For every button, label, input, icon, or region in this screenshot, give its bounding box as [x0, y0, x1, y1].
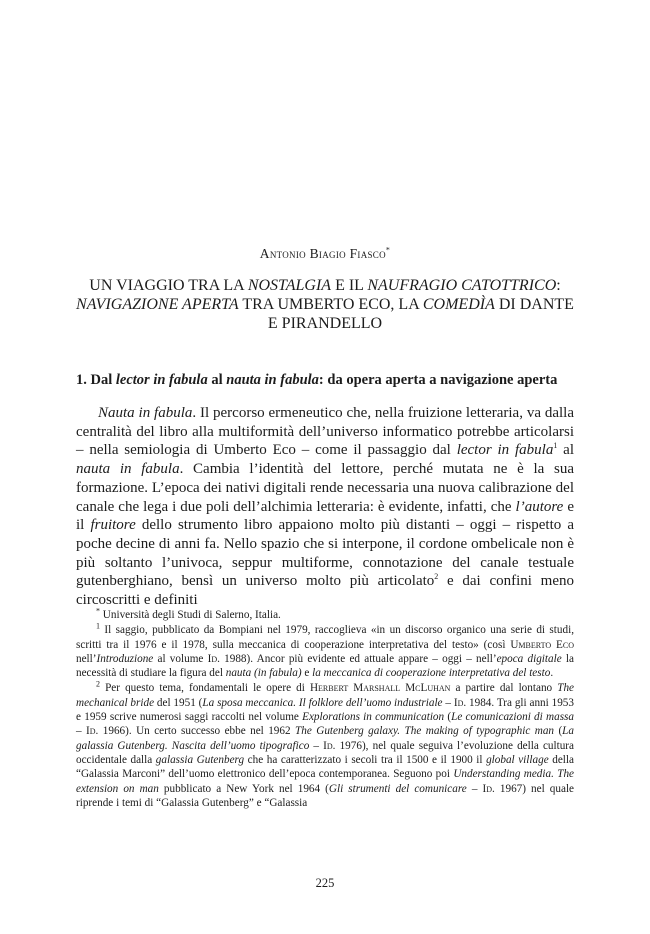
footnote-italic: The mechanical bride [76, 682, 574, 709]
footnote-text: della “Galassia Marconi” dell’uomo elettronico dell’epoca contemporanea. Seguono poi [76, 753, 574, 781]
section-heading [76, 372, 576, 389]
footnote-italic: galassia Gutenberg [155, 753, 245, 766]
footnote-marker: 1 [96, 621, 100, 631]
footnote-text: . 1967) nel quale riprende i temi di “Galassia Gutenberg” e “Galassia [76, 782, 575, 809]
footnote-text: – [309, 739, 324, 752]
author-name: Antonio Biagio Fiasco [259, 246, 386, 261]
footnote-1 [76, 623, 574, 680]
footnote-marker: 2 [96, 679, 100, 689]
body-italic: fruitore [90, 517, 136, 534]
footnote-text: . 1988). Ancor più evidente ed attuale appare – oggi – nell’ [217, 652, 497, 665]
footnotes [76, 608, 574, 811]
footnote-italic: epoca digitale [496, 652, 562, 665]
footnote-text: – [76, 725, 87, 738]
footnote-text: del 1951 ( [154, 696, 203, 709]
footnote-text: Il saggio, pubblicato da Bompiani nel 1979, raccoglieva «in un discorso organico una serie di studi, scritti tra il 1976 e il 1978, sulla meccanica di cooperazione interpretativa del testo» (così [76, 624, 574, 651]
footnote-smallcaps: Umberto Eco [510, 638, 574, 651]
title-text: E IL [331, 277, 368, 294]
footnote-italic: Gli strumenti del comunicare [328, 782, 467, 795]
footnote-text: e [301, 667, 313, 680]
footnote-italic: Explorations in communication [302, 711, 445, 724]
footnote-text: . [550, 667, 554, 680]
footnote-smallcaps: Herbert Marshall McLuhan [309, 682, 451, 695]
footnote-text: . 1966). Un certo successo ebbe nel 1962 [95, 725, 296, 738]
title-italic: NAVIGAZIONE APERTA [76, 296, 239, 313]
footnote-marker: * [96, 606, 100, 616]
author-footnote-marker: * [385, 245, 391, 255]
footnote-smallcaps: Id [482, 782, 493, 795]
footnote-italic: nauta (in fabula) [225, 667, 302, 680]
body-text: e dai confini meno circoscritti e definiti [76, 573, 574, 609]
footnote-smallcaps: Id [207, 652, 218, 665]
body-italic: nauta in fabula [76, 461, 180, 478]
title-text: : [556, 277, 561, 294]
footnote-text: che ha caratterizzato i secoli tra il 1500 e il 1900 il [244, 753, 487, 766]
article-title [76, 276, 574, 333]
title-italic: NAUFRAGIO CATOTTRICO [367, 277, 557, 294]
footnote-italic: La sposa meccanica. Il folklore dell’uomo industriale [202, 696, 443, 709]
heading-italic: nauta in fabula [226, 372, 319, 388]
heading-text: 1. Dal [76, 372, 116, 388]
footnote-ref[interactable]: 1 [553, 441, 558, 451]
footnote-text: Per questo tema, fondamentali le opere di [100, 682, 310, 695]
footnote-text: Università degli Studi di Salerno, Italia. [100, 609, 281, 621]
footnote-smallcaps: Id [323, 739, 333, 752]
footnote-ref[interactable]: 2 [434, 572, 439, 582]
title-italic: COMEDÌA [422, 296, 495, 313]
heading-italic: lector in fabula [115, 372, 208, 388]
footnote-text: – [442, 696, 454, 709]
body-paragraph [76, 404, 574, 610]
footnote-italic: Le comunicazioni di massa [451, 711, 574, 724]
title-italic: NOSTALGIA [247, 277, 332, 294]
footnote-text: a partire dal lontano [450, 682, 558, 695]
footnote-italic: global village [486, 753, 549, 766]
author-line [0, 246, 650, 262]
footnote-smallcaps: Id [453, 696, 464, 709]
footnote-text: pubblicato a New York nel 1964 ( [158, 782, 329, 795]
title-text: DI DANTE E PIRANDELLO [267, 296, 574, 332]
body-text: dello strumento libro appaiono molto più distanti – oggi – rispetto a poche decine di anni fa. Nello spazio che si interpone, il cordone ombelicale non è più soltanto l’univoca, seppur multiforme, connotazione del canale testuale gutenberghiano, bensì un universo molto più articolato [76, 517, 574, 590]
body-text: . Il percorso ermeneutico che, nella fruizione letteraria, va dalla centralità del libro alla multiformità dell’universo informatico potrebbe articolarsi – nella semiologia di Umberto Eco – come il passaggio dal [76, 405, 574, 459]
footnote-text: – [466, 782, 483, 795]
body-italic: lector in fabula [456, 442, 554, 459]
footnote-text: ( [554, 725, 563, 738]
footnote-italic: Understanding media. The extension on man [76, 768, 575, 795]
title-text: TRA UMBERTO ECO, LA [238, 296, 423, 313]
heading-text: : da opera aperta a navigazione aperta [318, 372, 558, 388]
title-text: UN VIAGGIO TRA LA [89, 277, 248, 294]
footnote-text: nell’ [76, 652, 97, 665]
footnote-italic: The Gutenberg galaxy. The making of typographic man [295, 725, 555, 738]
footnote-text: ( [444, 711, 452, 724]
body-text: e il [76, 498, 574, 534]
footnote-text: la necessità di studiare la figura del [76, 652, 574, 680]
footnote-smallcaps: Id [86, 725, 96, 738]
body-italic: Nauta in fabula [98, 405, 193, 421]
footnote-italic: Introduzione [96, 652, 154, 665]
footnote-italic: La galassia Gutenberg. Nascita dell’uomo tipografico [76, 725, 574, 752]
footnote-text: . 1976), nel quale seguiva l’evoluzione della cultura occidentale dalla [76, 739, 575, 766]
heading-text: al [207, 372, 227, 388]
body-text: al [557, 442, 574, 459]
footnote-affiliation [76, 608, 574, 622]
footnote-2 [76, 681, 574, 810]
body-text: . Cambia l’identità del lettore, perché mutata ne è la sua formazione. L’epoca dei nativi digitali rende necessaria una nuova calibrazione del canale che lega i due poli dell’alchimia letteraria: è evidente, infatti, che [76, 461, 575, 515]
footnote-text: . 1984. Tra gli anni 1953 e 1959 scrive numerosi saggi raccolti nel volume [76, 696, 574, 724]
footnote-italic: la meccanica di cooperazione interpretativa del testo [312, 667, 551, 680]
page-number: 225 [315, 876, 335, 890]
body-italic: l’autore [515, 498, 564, 515]
footnote-text: al volume [153, 652, 208, 665]
